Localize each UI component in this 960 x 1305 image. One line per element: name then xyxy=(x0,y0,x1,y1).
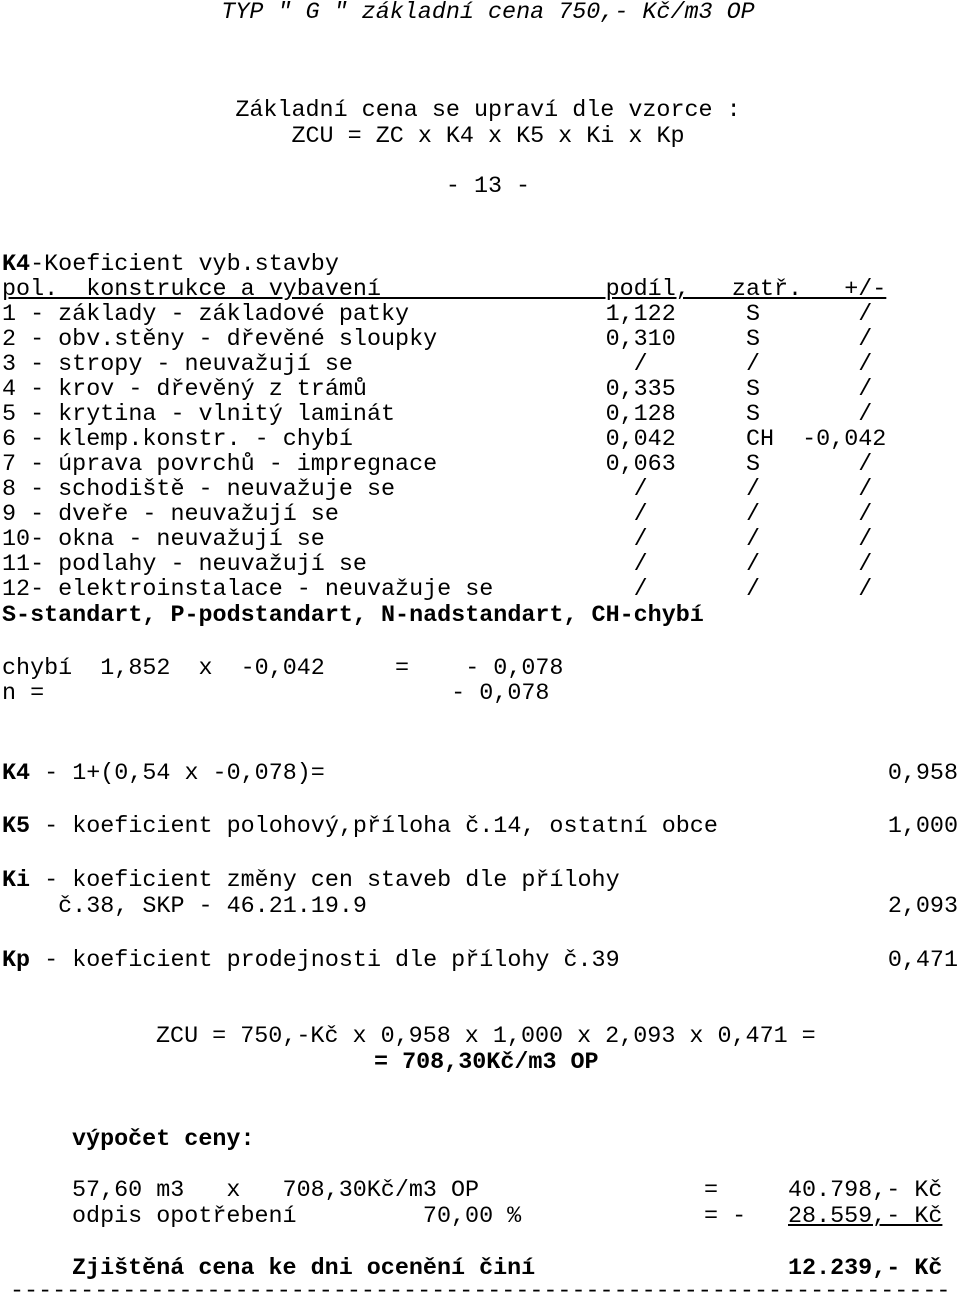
zcu-formula: ZCU = 750,-Kč x 0,958 x 1,000 x 2,093 x 0,471 = xyxy=(156,1024,816,1050)
coef-k5-label: K5 xyxy=(2,814,31,840)
table-row: 4 - krov - dřevěný z trámů 0,335 S / xyxy=(2,377,873,403)
k4-caption-label: K4 xyxy=(2,252,31,278)
coef-ki-text: - koeficient změny cen staveb dle přílohy xyxy=(30,868,620,894)
price-row-volume: 57,60 m3 x 708,30Kč/m3 OP xyxy=(72,1178,480,1204)
table-row: 7 - úprava povrchů - impregnace 0,063 S / xyxy=(2,452,873,478)
closing-rule: ------------------------------------------------------------------- xyxy=(10,1279,951,1305)
coef-ki-text2: č.38, SKP - 46.21.19.9 xyxy=(2,894,367,920)
table-row: 10- okna - neuvažují se / / / xyxy=(2,527,873,553)
coef-kp-text: - koeficient prodejnosti dle přílohy č.39 xyxy=(30,948,620,974)
coef-k5 xyxy=(2,814,718,840)
page-number: - 13 - xyxy=(445,174,531,200)
coef-k4-text: - 1+(0,54 x -0,078)= xyxy=(30,761,325,787)
table-row: 6 - klemp.konstr. - chybí 0,042 CH -0,042 xyxy=(2,427,887,453)
coef-kp-value: 0,471 xyxy=(887,948,958,974)
table-row: 8 - schodiště - neuvažuje se / / / xyxy=(2,477,873,503)
coef-kp-label: Kp xyxy=(2,948,31,974)
price-row-depreciation-value: 28.559,- Kč xyxy=(788,1204,943,1230)
table-row: 5 - krytina - vlnitý laminát 0,128 S / xyxy=(2,402,873,428)
final-price-value: 12.239,- Kč xyxy=(788,1256,943,1282)
coef-kp xyxy=(2,948,620,974)
coef-ki-value: 2,093 xyxy=(887,894,958,920)
table-row: 11- podlahy - neuvažují se / / / xyxy=(2,552,873,578)
price-heading: výpočet ceny: xyxy=(72,1127,255,1153)
table-row: 1 - základy - základové patky 1,122 S / xyxy=(2,302,873,328)
table-row: 12- elektroinstalace - neuvažuje se / / / xyxy=(2,577,873,603)
formula: ZCU = ZC x K4 x K5 x Ki x Kp xyxy=(291,124,685,150)
price-row-depreciation-eq: = - xyxy=(704,1204,747,1230)
table-row: 9 - dveře - neuvažují se / / / xyxy=(2,502,873,528)
rating-legend: S-standart, P-podstandart, N-nadstandart, CH-chybí xyxy=(2,603,704,629)
n-calc: n = - 0,078 xyxy=(2,681,550,707)
formula-intro: Základní cena se upraví dle vzorce : xyxy=(235,98,741,124)
zcu-result: = 708,30Kč/m3 OP xyxy=(374,1050,599,1076)
table-row: 2 - obv.stěny - dřevěné sloupky 0,310 S / xyxy=(2,327,873,353)
coef-k4 xyxy=(2,761,325,787)
price-row-depreciation: odpis opotřebení 70,00 % xyxy=(72,1204,522,1230)
coef-k5-value: 1,000 xyxy=(887,814,958,840)
k4-caption-text: -Koeficient vyb.stavby xyxy=(30,252,339,278)
page-title: TYP " G " základní cena 750,- Kč/m3 OP xyxy=(221,0,755,26)
table-row: 3 - stropy - neuvažují se / / / xyxy=(2,352,873,378)
coef-k4-value: 0,958 xyxy=(887,761,958,787)
coef-k5-text: - koeficient polohový,příloha č.14, ostatní obce xyxy=(30,814,718,840)
missing-calc: chybí 1,852 x -0,042 = - 0,078 xyxy=(2,656,564,682)
coef-ki-label: Ki xyxy=(2,868,31,894)
final-price-label: Zjištěná cena ke dni ocenění činí xyxy=(72,1256,536,1282)
k4-caption xyxy=(2,252,339,278)
price-row-volume-value: 40.798,- Kč xyxy=(788,1178,943,1204)
k4-table-header: pol. konstrukce a vybavení podíl, zatř. +/- xyxy=(2,277,887,303)
price-row-volume-eq: = xyxy=(704,1178,719,1204)
coef-k4-label: K4 xyxy=(2,761,31,787)
coef-ki xyxy=(2,868,620,894)
